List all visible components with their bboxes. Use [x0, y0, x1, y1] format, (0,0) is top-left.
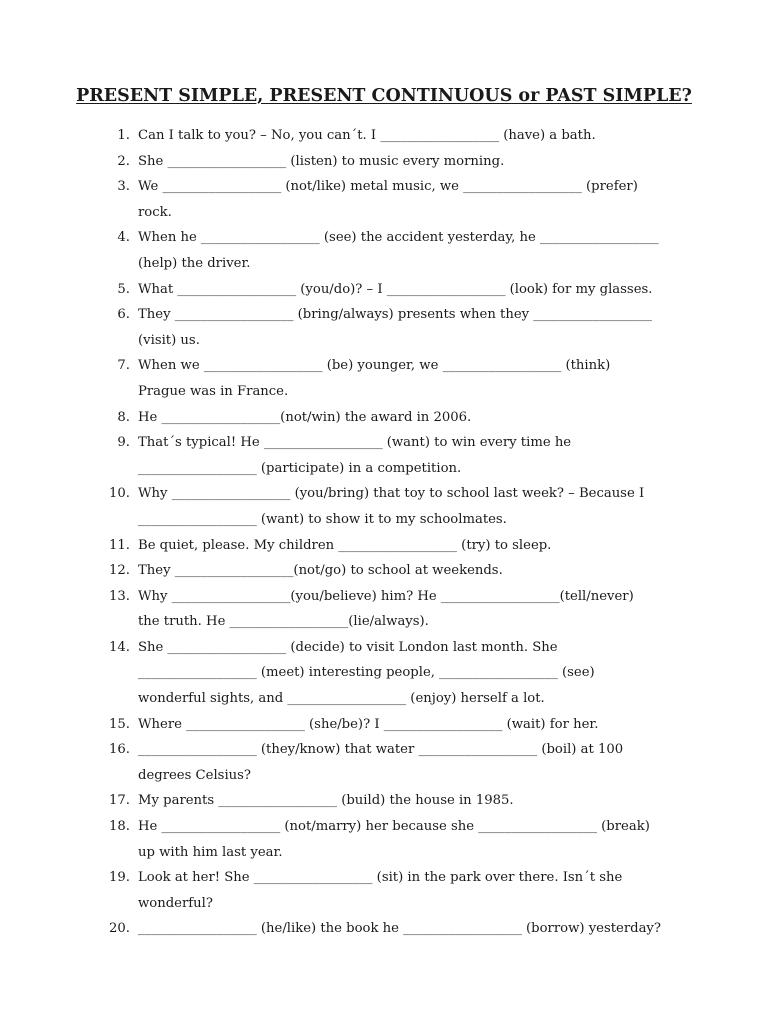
exercise-text-line: (visit) us.: [138, 332, 200, 348]
exercise-text-line: (help) the driver.: [138, 255, 251, 271]
exercise-number: 15.: [109, 716, 130, 732]
exercise-item: [0, 353, 768, 404]
exercise-item: [0, 277, 768, 303]
exercise-item: [0, 149, 768, 175]
exercise-item: [0, 635, 768, 712]
exercise-item: [0, 225, 768, 276]
exercise-text-line: rock.: [138, 204, 172, 220]
exercise-text-line: Why __________________(you/believe) him? He __________________(tell/never): [138, 588, 634, 604]
exercise-number: 8.: [117, 409, 130, 425]
exercise-text-line: Be quiet, please. My children __________________ (try) to sleep.: [138, 537, 552, 553]
exercise-item: [0, 814, 768, 865]
exercise-number: 19.: [109, 870, 130, 886]
exercise-text-line: They __________________ (bring/always) presents when they __________________: [138, 307, 652, 323]
exercise-number: 17.: [109, 793, 130, 809]
exercise-number: 18.: [109, 819, 130, 835]
exercise-item: [0, 712, 768, 738]
exercise-text-line: He __________________ (not/marry) her because she __________________ (break): [138, 819, 650, 835]
exercise-item: [0, 302, 768, 353]
exercise-text-line: What __________________ (you/do)? – I __________________ (look) for my glasses.: [138, 281, 653, 297]
exercise-text-line: the truth. He __________________(lie/always).: [138, 614, 429, 630]
exercise-text-line: degrees Celsius?: [138, 767, 251, 783]
exercise-item: [0, 405, 768, 431]
exercise-text-line: __________________ (he/like) the book he __________________ (borrow) yesterday?: [138, 921, 661, 937]
exercise-text-line: Can I talk to you? – No, you can´t. I __________________ (have) a bath.: [138, 128, 596, 143]
exercise-item: [0, 430, 768, 481]
exercise-number: 12.: [109, 563, 130, 579]
exercise-number: 6.: [117, 307, 130, 323]
exercise-item: [0, 865, 768, 916]
exercise-text-line: Prague was in France.: [138, 383, 289, 399]
exercise-text-line: We __________________ (not/like) metal music, we __________________ (prefer): [138, 179, 638, 195]
exercise-text-line: Where __________________ (she/be)? I __________________ (wait) for her.: [138, 716, 599, 732]
exercise-number: 9.: [117, 435, 130, 451]
exercise-number: 2.: [117, 153, 130, 169]
exercise-number: 4.: [117, 230, 130, 246]
exercise-text-line: __________________ (participate) in a competition.: [138, 460, 462, 476]
exercise-number: 10.: [109, 486, 130, 502]
exercise-number: 20.: [109, 921, 130, 937]
exercise-list: [0, 123, 768, 942]
exercise-item: [0, 916, 768, 942]
exercise-text-line: My parents __________________ (build) the house in 1985.: [138, 793, 514, 809]
exercise-text-line: __________________ (meet) interesting people, __________________ (see): [138, 665, 595, 681]
exercise-item: [0, 737, 768, 788]
exercise-text-line: wonderful?: [138, 895, 213, 911]
exercise-item: [0, 788, 768, 814]
exercise-text-line: When we __________________ (be) younger, we __________________ (think): [138, 358, 611, 374]
exercise-text-line: up with him last year.: [138, 844, 283, 860]
exercise-text-line: He __________________(not/win) the award in 2006.: [138, 409, 472, 425]
exercise-item: [0, 558, 768, 584]
exercise-number: 7.: [117, 358, 130, 374]
exercise-number: 5.: [117, 281, 130, 297]
exercise-text-line: Look at her! She __________________ (sit) in the park over there. Isn´t she: [138, 870, 623, 886]
exercise-item: [0, 481, 768, 532]
exercise-number: 1.: [117, 128, 130, 143]
exercise-text-line: When he __________________ (see) the accident yesterday, he __________________: [138, 230, 659, 246]
exercise-number: 13.: [109, 588, 130, 604]
worksheet-title: PRESENT SIMPLE, PRESENT CONTINUOUS or PAST SIMPLE?: [76, 86, 692, 106]
exercise-text-line: That´s typical! He __________________ (want) to win every time he: [138, 435, 572, 451]
exercise-item: [0, 174, 768, 225]
exercise-number: 14.: [109, 639, 130, 655]
exercise-text-line: She __________________ (listen) to music every morning.: [138, 153, 505, 169]
exercise-number: 16.: [109, 742, 130, 758]
exercise-text-line: She __________________ (decide) to visit London last month. She: [138, 639, 558, 655]
exercise-text-line: Why __________________ (you/bring) that toy to school last week? – Because I: [138, 486, 645, 502]
exercise-text-line: __________________ (they/know) that water __________________ (boil) at 100: [138, 742, 624, 758]
exercise-item: [0, 584, 768, 635]
exercise-number: 11.: [109, 537, 130, 553]
exercise-text-line: __________________ (want) to show it to my schoolmates.: [138, 511, 507, 527]
exercise-text-line: They __________________(not/go) to school at weekends.: [138, 563, 503, 579]
exercise-number: 3.: [117, 179, 130, 195]
exercise-text-line: wonderful sights, and __________________ (enjoy) herself a lot.: [138, 691, 545, 707]
exercise-item: [0, 123, 768, 149]
exercise-item: [0, 533, 768, 559]
